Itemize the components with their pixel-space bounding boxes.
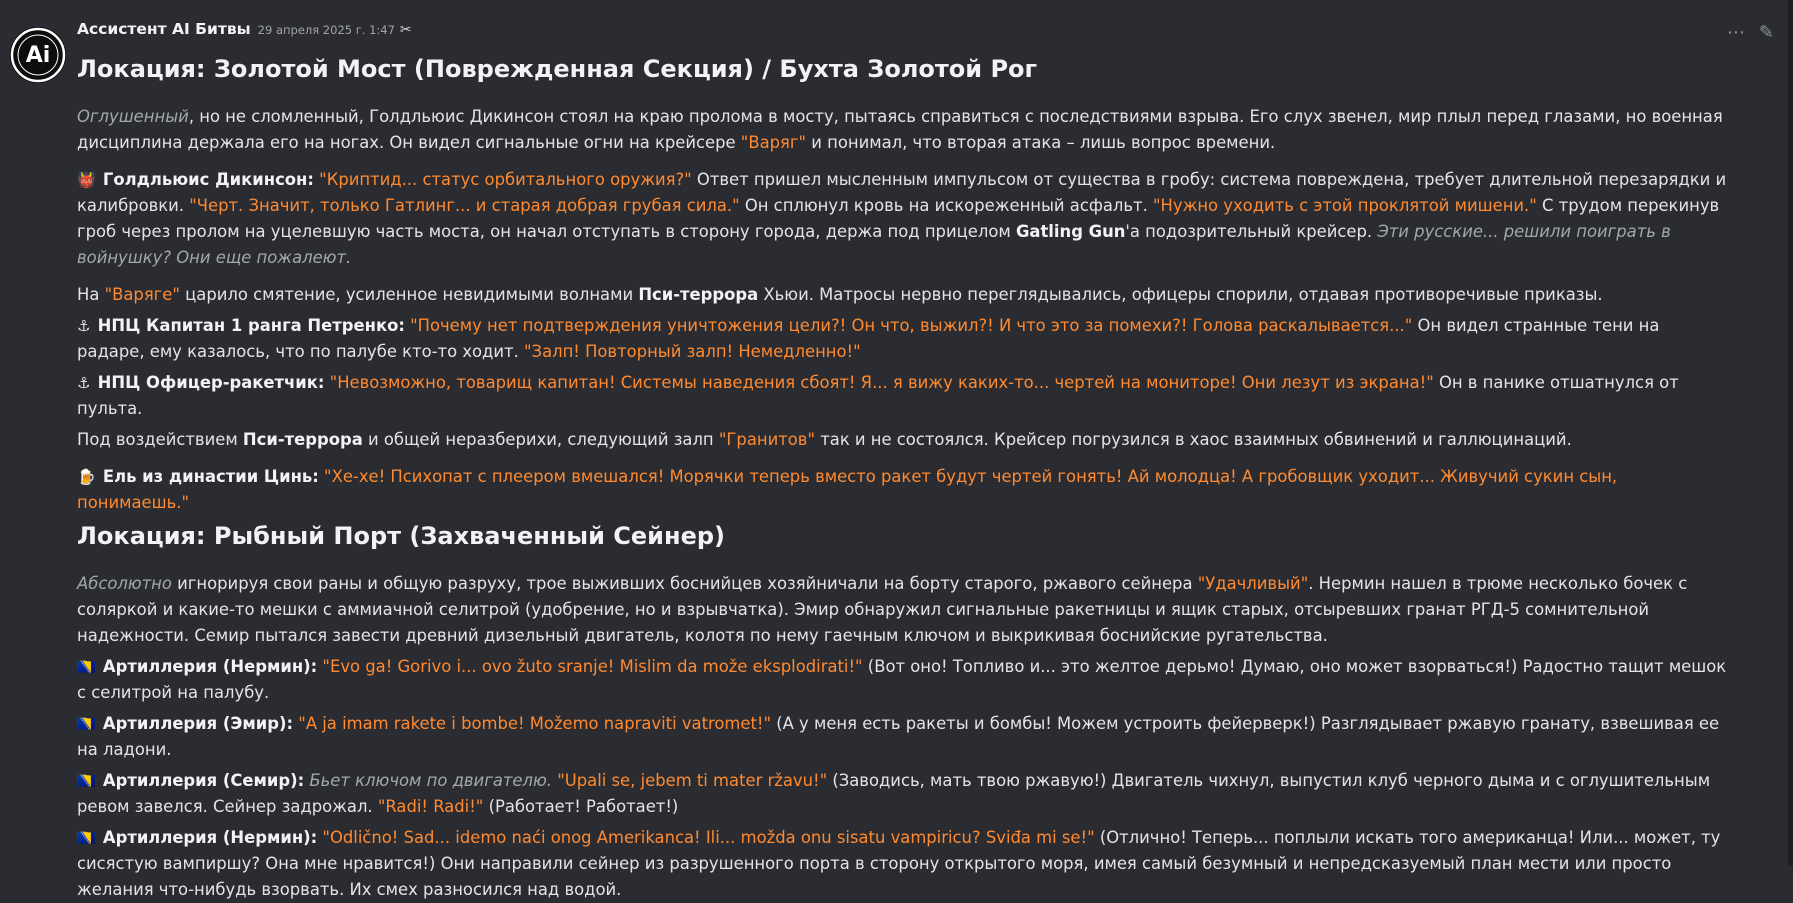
anchor-icon: ⚓ xyxy=(77,317,91,335)
quote-text: "Upali se, jebem ti mater ržavu!" xyxy=(557,771,828,790)
italic-text: Бьет ключом по двигателю. xyxy=(309,771,552,790)
quote-text: "Odlično! Sad... idemo naći onog Amerikanca! Ili... možda onu sisatu vampiricu? Sviđa mi se!" xyxy=(322,828,1095,847)
text: . Нермин нашел в трюме несколько бочек с соляркой и какие-то мешки с аммиачной селитрой (удобрение, но и взрывчатка). Эмир обнаружил сигнальные ракетницы и ящик старых, отсыревших гранат РГД-5 сомнительной надежности. Семир пытался завести древний дизельный двигатель, колотя по нему гаечным ключом и выкрикивая боснийские ругательства. xyxy=(77,574,1688,645)
quote-text: "A ja imam rakete i bombe! Možemo napraviti vatromet!" xyxy=(298,714,772,733)
speaker-name: НПЦ Капитан 1 ранга Петренко: xyxy=(97,316,405,335)
italic-text: Эти русские... решили поиграть в войнушку? Они еще пожалеют. xyxy=(77,222,1671,267)
dialogue-line xyxy=(77,313,1728,365)
text: Он видел странные тени на радаре, ему казалось, что по палубе кто-то ходит. xyxy=(77,316,1660,361)
speaker-name: Артиллерия (Семир): xyxy=(102,771,305,790)
paragraph xyxy=(77,282,1728,308)
text: (Работает! Работает!) xyxy=(483,797,679,816)
message-header xyxy=(77,20,1728,50)
text: (Заводись, мать твою ржавую!) Двигатель чихнул, выпустил клуб черного дыма и с оглушительным ревом завелся. Сейнер задрожал. xyxy=(77,771,1711,816)
location-title-2: Локация: Рыбный Порт (Захваченный Сейнер) xyxy=(77,522,725,550)
more-icon[interactable]: ⋯ xyxy=(1726,22,1745,43)
speaker-name: Ель из династии Цинь: xyxy=(102,467,319,486)
text: Он в панике отшатнулся от пульта. xyxy=(77,373,1679,418)
speaker-name: Артиллерия (Эмир): xyxy=(102,714,294,733)
ai-logo-icon xyxy=(10,27,66,83)
speaker-name: НПЦ Офицер-ракетчик: xyxy=(97,373,325,392)
bosnia-flag-icon: 🇧🇦 xyxy=(77,658,96,676)
speaker-name: Голдльюис Дикинсон: xyxy=(102,170,314,189)
edit-icon[interactable]: ✎ xyxy=(1758,22,1774,43)
text: , но не сломленный, Голдльюис Дикинсон стоял на краю пролома в мосту, пытаясь справиться с последствиями взрыва. Его слух звенел, мир плыл перед глазами, но военная дисциплина держала его на ногах. Он видел сигнальные огни на крейсере xyxy=(77,107,1723,152)
quote-text: "Нужно уходить с этой проклятой мишени." xyxy=(1153,196,1537,215)
quote-text: "Варяг" xyxy=(740,133,807,152)
paragraph xyxy=(77,571,1728,649)
paragraph xyxy=(77,427,1728,453)
scrollbar-track[interactable] xyxy=(1788,0,1793,866)
text: Хьюи. Матросы нервно переглядывались, офицеры спорили, отдавая противоречивые приказы. xyxy=(758,285,1603,304)
text: Ответ пришел мысленным импульсом от существа в гробу: система повреждена, требует длительной перезарядки и калибровки. xyxy=(77,170,1727,215)
svg-text:Ai: Ai xyxy=(25,43,51,68)
message-actions xyxy=(1727,22,1774,43)
text: (А у меня есть ракеты и бомбы! Можем устроить фейерверк!) Разглядывает ржавую гранату, взвешивая ее на ладони. xyxy=(77,714,1720,759)
bosnia-flag-icon: 🇧🇦 xyxy=(77,829,96,847)
dialogue-line xyxy=(77,825,1728,903)
text: Он сплюнул кровь на искореженный асфальт. xyxy=(739,196,1153,215)
quote-text: "Evo ga! Gorivo i... ovo žuto sranje! Mislim da može eksplodirati!" xyxy=(322,657,863,676)
clip-icon: ✂ xyxy=(399,22,412,38)
text: и понимал, что вторая атака – лишь вопрос времени. xyxy=(806,133,1276,152)
quote-text: "Почему нет подтверждения уничтожения цели?! Он что, выжил?! И что это за помехи?! Голова раскалывается..." xyxy=(410,316,1413,335)
beer-icon: 🍺 xyxy=(77,468,96,486)
speaker-name: Артиллерия (Нермин): xyxy=(102,657,318,676)
quote-text: "Гранитов" xyxy=(718,430,816,449)
speaker-name: Артиллерия (Нермин): xyxy=(102,828,318,847)
location-title-1: Локация: Золотой Мост (Поврежденная Секция) / Бухта Золотой Рог xyxy=(77,55,1038,83)
anchor-icon: ⚓ xyxy=(77,374,91,392)
bosnia-flag-icon: 🇧🇦 xyxy=(77,772,96,790)
quote-text: "Варяге" xyxy=(104,285,180,304)
quote-text: "Криптид... статус орбитального оружия?" xyxy=(319,170,692,189)
text: игнорируя свои раны и общую разруху, трое выживших боснийцев хозяйничали на борту старого, ржавого сейнера xyxy=(171,574,1198,593)
quote-text: "Хе-хе! Психопат с плеером вмешался! Морячки теперь вместо ракет будут чертей гонять! Ай молодца! А гробовщик уходит... Живучий сукин сын, понимаешь." xyxy=(77,467,1618,512)
bosnia-flag-icon: 🇧🇦 xyxy=(77,715,96,733)
quote-text: "Залп! Повторный залп! Немедленно!" xyxy=(524,342,861,361)
quote-text: "Черт. Значит, только Гатлинг... и старая добрая грубая сила." xyxy=(189,196,740,215)
quote-text: "Radi! Radi!" xyxy=(377,797,484,816)
paragraph xyxy=(77,104,1728,156)
italic-text: Оглушенный xyxy=(77,107,189,126)
bold-text: Пси-террора xyxy=(242,430,363,449)
dialogue-line xyxy=(77,464,1728,516)
dialogue-line xyxy=(77,167,1728,271)
dialogue-line xyxy=(77,711,1728,763)
quote-text: "Удачливый" xyxy=(1197,574,1309,593)
text: царило смятение, усиленное невидимыми волнами xyxy=(179,285,639,304)
author-avatar[interactable] xyxy=(10,27,66,83)
dialogue-line xyxy=(77,370,1728,422)
message-timestamp[interactable]: 29 апреля 2025 г. 1:47 xyxy=(257,23,395,37)
author-name[interactable]: Ассистент AI Битвы xyxy=(77,20,251,38)
text: так и не состоялся. Крейсер погрузился в хаос взаимных обвинений и галлюцинаций. xyxy=(815,430,1572,449)
text: Под воздействием xyxy=(77,430,243,449)
quote-text: "Невозможно, товарищ капитан! Системы наведения сбоят! Я... я вижу каких-то... чертей на мониторе! Они лезут из экрана!" xyxy=(329,373,1434,392)
bold-text: Gatling Gun xyxy=(1015,222,1126,241)
text: 'а подозрительный крейсер. xyxy=(1125,222,1378,241)
text: На xyxy=(77,285,105,304)
devil-icon: 👹 xyxy=(77,171,96,189)
text: (Вот оно! Топливо и... это желтое дерьмо! Думаю, оно может взорваться!) Радостно тащит мешок с селитрой на палубу. xyxy=(77,657,1727,702)
dialogue-line xyxy=(77,654,1728,706)
bold-text: Пси-террора xyxy=(638,285,759,304)
text: С трудом перекинув гроб через пролом на уцелевшую часть моста, он начал отступать в сторону города, держа под прицелом xyxy=(77,196,1720,241)
text: и общей неразберихи, следующий залп xyxy=(362,430,719,449)
italic-text: Абсолютно xyxy=(77,574,172,593)
dialogue-line xyxy=(77,768,1728,820)
text: (Отлично! Теперь... поплыли искать того американца! Или... может, ту сисястую вампиршу? Она мне нравится!) Они направили сейнер из разрушенного порта в сторону открытого моря, имея самый безумный и непредсказуемый план мести или просто желания что-нибудь взорвать. Их смех разносился над водой. xyxy=(77,828,1721,899)
